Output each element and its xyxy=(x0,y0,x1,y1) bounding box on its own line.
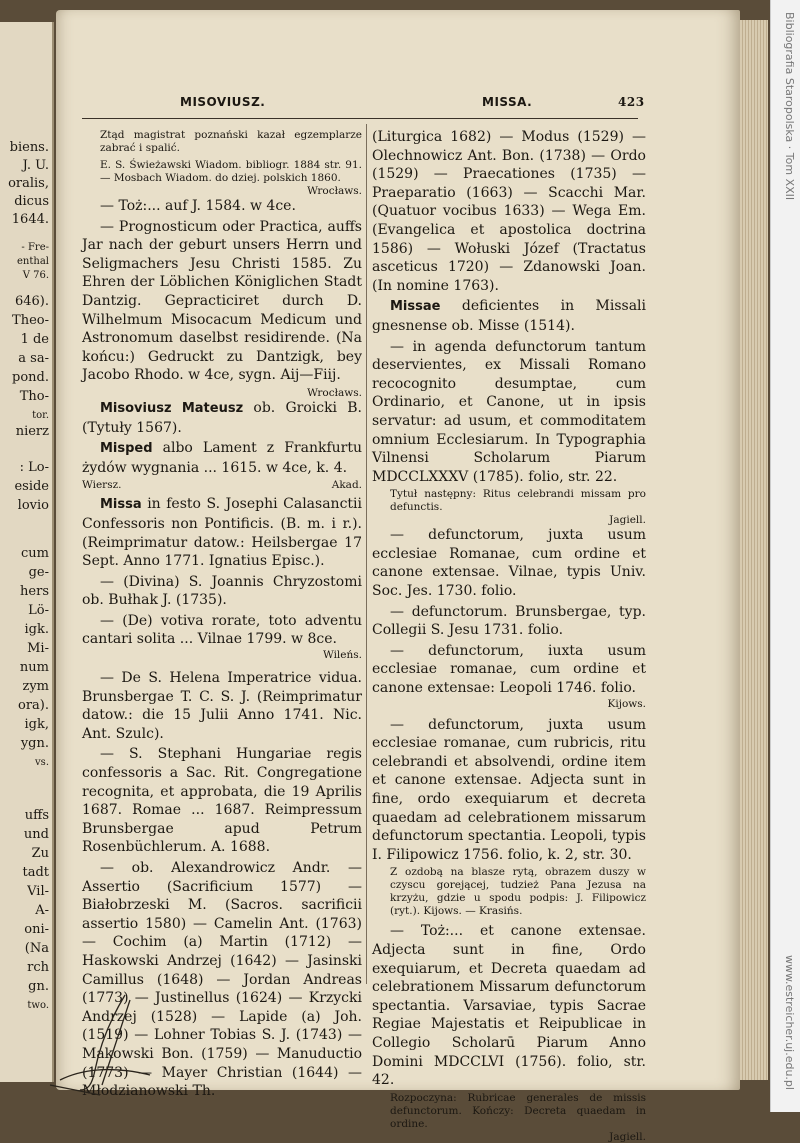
text-paragraph: — defunctorum. Brunsbergae, typ. Collegii S. Jesu 1731. folio. xyxy=(372,603,646,639)
text-paragraph: — De S. Helena Imperatrice vidua. Brunsbergae T. C. S. J. (Reimprimatur datow.: die 15 Julii Anno 1741. Nic. Ant. Szulc). xyxy=(82,670,362,742)
margin-fragment: oni- xyxy=(24,922,49,937)
margin-fragment: zym xyxy=(22,679,49,694)
library-siglum: Jagiell. xyxy=(609,1130,646,1143)
margin-fragment: igk. xyxy=(24,622,49,637)
margin-fragment: Zu xyxy=(31,846,49,861)
page-number: 423 xyxy=(618,95,645,109)
margin-fragment: biens. xyxy=(9,140,49,155)
margin-fragment: ora). xyxy=(18,698,49,713)
margin-fragment: ge- xyxy=(28,565,49,580)
margin-fragment: a sa- xyxy=(18,351,49,366)
pencil-scribble-mark xyxy=(40,990,160,1100)
sidebar-url[interactable]: www.estreicher.uj.edu.pl xyxy=(783,955,796,1090)
margin-fragment: tor. xyxy=(32,410,49,421)
header-rule xyxy=(82,118,638,119)
margin-fragment: pond. xyxy=(12,370,49,385)
margin-fragment: und xyxy=(23,827,49,842)
text-paragraph: — in agenda defunctorum tantum deservientes, ex Missali Romano recocognito desumptae, cum Ordinario, et Canone, ut in ipsis servatur: ad usum, et commoditatem omnium Ecclesiarum. In Typographia Vilnensi Scholarum Piarum MDCCLXXXV (1785). folio, str. 22. xyxy=(372,338,646,485)
text-paragraph: — (Divina) S. Joannis Chryzostomi ob. Bułhak J. (1735). xyxy=(82,573,362,609)
text-paragraph: — (De) votiva rorate, toto adventu cantari solita ... Vilnae 1799. w 8ce. xyxy=(82,612,362,648)
text-paragraph: — ob. Alexandrowicz Andr. — Assertio (Sacrificium 1577) — Białobrzeski M. (Sacros. sacrificii assertio 1580) — Camelin Ant. (1763) — Cochim (a) Martin (1712) — Haskowski Andrzej (1642) — Jasinski Camillus (1648) — Jordan Andreas (1773) — Justinellus (1624) — Krzycki Andrzej (1528) — Lapide (a) Joh. (1519) — Lohner Tobias S. J. (1743) — Makowski Bon. (1759) — Manuductio (1773) — Mayer Christian (1644) — Młodzianowski Th. xyxy=(82,860,362,1100)
text-paragraph: — Prognosticum oder Practica, auffs Jar nach der geburt unsers Herrn und Seligmachers Jesu Christi 1585. Zu Ehren der Löblichen Königlichen Stadt Dantzig. Gepracticiret durch D. Wilhelmum Misocacum Medicum und Astronomum daselbst residirende. (Na końcu:) Gedruckt zu Dantzigk, bey Jacobo Rhodo. w 4ce, sygn. Aij—Fiij. xyxy=(82,218,362,384)
column-separator xyxy=(366,124,367,984)
margin-fragment: 1644. xyxy=(11,212,49,227)
margin-fragment: igk, xyxy=(24,717,49,732)
library-siglum: Wrocławs. xyxy=(307,386,362,399)
margin-fragment: gn. xyxy=(28,979,49,994)
margin-fragment: tadt xyxy=(22,865,49,880)
entry-text: deficientes in Missali gnesnense ob. Misse (1514). xyxy=(372,298,646,334)
margin-fragment: Mi- xyxy=(27,641,49,656)
text-paragraph: Ztąd magistrat poznański kazał egzemplarze zabrać i spalić. xyxy=(100,129,362,154)
margin-fragment: Theo- xyxy=(12,313,49,328)
margin-fragment: Lö- xyxy=(28,603,49,618)
library-siglum: Jagiell. xyxy=(609,514,646,527)
page-stack-edge xyxy=(740,20,768,1080)
margin-fragment: 646). xyxy=(14,294,49,309)
margin-fragment: cum xyxy=(21,546,49,561)
margin-fragment: enthal xyxy=(17,256,49,267)
right-column xyxy=(372,128,646,1143)
text-paragraph: — defunctorum, juxta usum ecclesiae romanae, cum rubricis, ritu celebrandi et absolvendi, ordine item et canone extensae. Adjecta sunt in fine, ordo exequiarum et decreta quaedam ad celebrationem missarum defunctorum spectantia. Leopoli, typis I. Filipowicz 1756. folio, k. 2, str. 30. xyxy=(372,716,646,863)
margin-fragment: num xyxy=(19,660,49,675)
margin-fragment: Tho- xyxy=(19,389,49,404)
text-paragraph: — Toż:... et canone extensae. Adjecta sunt in fine, Ordo exequiarum, et Decreta quaedam ad celebrationem Missarum defunctorum spectantia. Varsaviae, typis Sacrae Regiae Majestatis et Reipublicae in Collegio Scholarū Piarum Anno Domini MDCCLVI (1756). folio, str. 42. xyxy=(372,923,646,1089)
margin-fragment: 1 de xyxy=(20,332,49,347)
left-column xyxy=(82,128,362,1103)
margin-fragment: Vil- xyxy=(27,884,49,899)
margin-fragment: nierz xyxy=(15,424,49,439)
library-siglum: Akad. xyxy=(331,479,362,492)
entry-note: Rozpoczyna: Rubricae generales de missis defunctorum. Kończy: Decreta quaedam in ordine. xyxy=(390,1091,646,1130)
margin-fragment: dicus xyxy=(14,194,49,209)
entry-note: Wiersz. xyxy=(82,479,122,492)
running-head-center: MISSA. xyxy=(482,95,533,109)
margin-fragment: : Lo- xyxy=(19,460,49,475)
entry-note: Tytuł następny: Ritus celebrandi missam pro defunctis. xyxy=(390,488,646,514)
margin-fragment: two. xyxy=(27,1000,49,1011)
entry-text: ob. Groicki B. (Tytuły 1567). xyxy=(82,399,362,436)
text-paragraph: — S. Stephani Hungariae regis confessoris a Sac. Rit. Congregatione recognita, et approbata, die 19 Aprilis 1687. Romae ... 1687. Reimpressum Brunsbergae apud Petrum Rosenbüchlerum. A. 1688. xyxy=(82,746,362,856)
margin-fragment: vs. xyxy=(35,757,49,768)
margin-fragment: hers xyxy=(20,584,49,599)
entry-headword: Misoviusz Mateusz xyxy=(100,400,244,416)
margin-fragment: uffs xyxy=(24,808,49,823)
library-siglum: Kijows. xyxy=(607,697,646,710)
text-paragraph: (Liturgica 1682) — Modus (1529) — Olechnowicz Ant. Bon. (1738) — Ordo (1529) — Praecationes (1735) — Praeparatio (1663) — Scacchi Mar. (Quatuor vocibus 1633) — Wega Em. (Evangelica et apostolica doctrina 1586) — Wołuski Józef (Tractatus asceticus 1720) — Zdanowski Joan. (In nomine 1763). xyxy=(372,129,646,294)
library-siglum: Wrocławs. xyxy=(307,185,362,197)
running-head-left: MISOVIUSZ. xyxy=(180,95,266,109)
entry-note: Z ozdobą na blasze rytą, obrazem duszy w czyscu gorejącej, tudzież Pana Jezusa na krzyżu, gdzie u spodu podpis: J. Filipowicz (ryt.). Kijows. — Krasińs. xyxy=(390,866,646,918)
entry-headword: Misped xyxy=(100,441,153,457)
margin-fragment: oralis, xyxy=(8,176,49,191)
entry-text: in festo S. Josephi Calasanctii Confessoris non Pontificis. (B. m. i r.). (Reimprimatur datow.: Heilsbergae 17 Sept. Anno 1771. Ignatius Episc.). xyxy=(82,496,362,570)
margin-fragment: eside xyxy=(14,479,49,494)
margin-fragment: lovio xyxy=(17,498,49,513)
margin-fragment: rch xyxy=(27,960,49,975)
entry-text: albo Lament z Frankfurtu żydów wygnania ... 1615. w 4ce, k. 4. xyxy=(82,440,363,476)
text-paragraph: E. S. Świeżawski Wiadom. bibliogr. 1884 str. 91. — Mosbach Wiadom. do dziej. polskich 1860. xyxy=(100,159,362,184)
margin-fragment: A- xyxy=(35,903,49,918)
library-siglum: Wileńs. xyxy=(322,649,362,662)
text-paragraph: — Toż:... auf J. 1584. w 4ce. xyxy=(100,198,296,214)
text-paragraph: — defunctorum, juxta usum ecclesiae Romanae, cum ordine et canone extensae. Vilnae, typis Univ. Soc. Jes. 1730. folio. xyxy=(372,527,646,600)
margin-fragment: V 76. xyxy=(22,270,49,281)
margin-fragment: ygn. xyxy=(20,736,49,751)
sidebar-title: Bibliografia Staropolska · Tom XXII xyxy=(783,12,796,201)
margin-fragment: J. U. xyxy=(22,158,49,173)
entry-headword: Missae xyxy=(390,299,441,315)
text-paragraph: — defunctorum, iuxta usum ecclesiae romanae, cum ordine et canone extensae: Leopoli 1746. folio. xyxy=(372,642,646,697)
margin-fragment: - Fre- xyxy=(21,242,49,253)
entry-headword: Missa xyxy=(100,497,142,513)
margin-fragment: (Na xyxy=(24,941,49,956)
facing-page-edge xyxy=(0,22,54,1082)
